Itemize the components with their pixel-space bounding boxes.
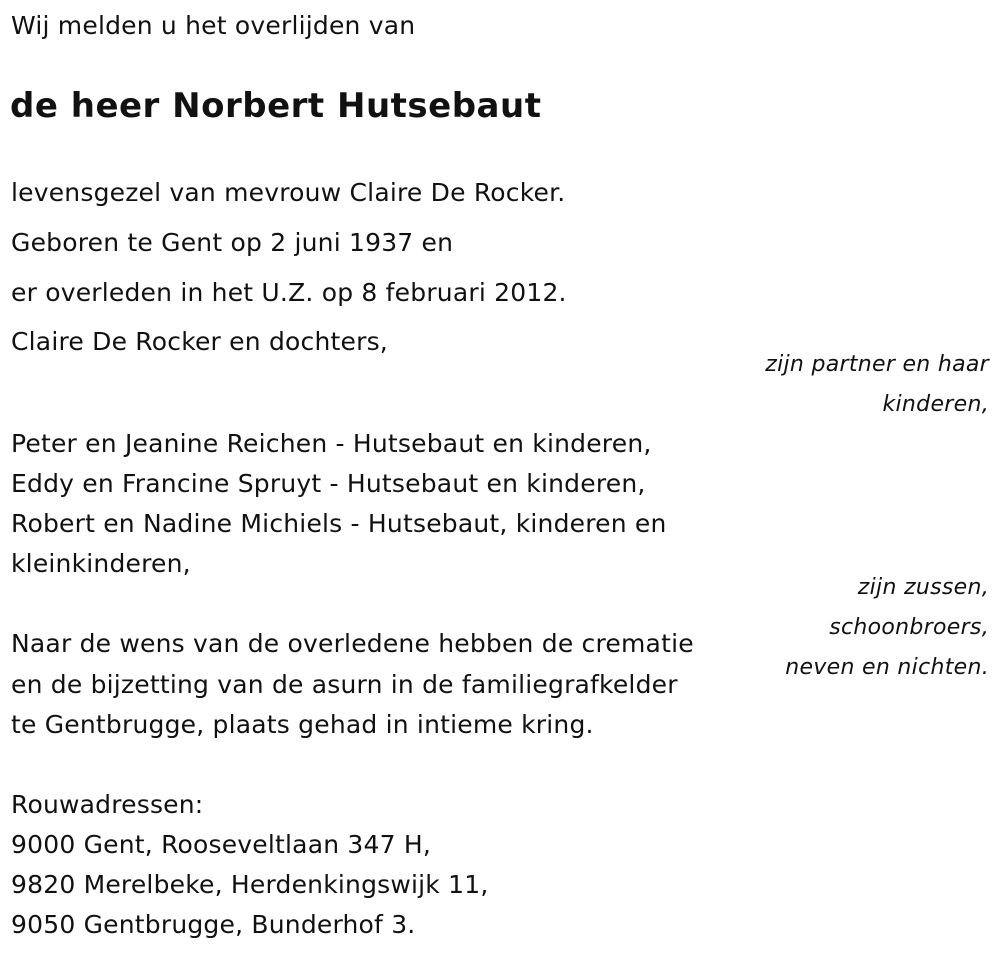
ceremony-line: te Gentbrugge, plaats gehad in intieme kring. — [11, 710, 594, 739]
ceremony-line: en de bijzetting van de asurn in de familiegrafkelder — [11, 670, 678, 699]
addresses-heading: Rouwadressen: — [11, 790, 204, 819]
address-line: 9050 Gentbrugge, Bunderhof 3. — [11, 910, 416, 939]
sibling-line: kleinkinderen, — [11, 549, 191, 578]
partner-names: Claire De Rocker en dochters, — [11, 327, 388, 356]
partner-relation-line: zijn partner en haar — [765, 352, 989, 377]
address-line: 9000 Gent, Rooseveltlaan 347 H, — [11, 830, 432, 859]
sibling-line: Peter en Jeanine Reichen - Hutsebaut en kinderen, — [11, 429, 652, 458]
bio-line: er overleden in het U.Z. op 8 februari 2012. — [11, 278, 567, 307]
ceremony-line: Naar de wens van de overledene hebben de crematie — [11, 629, 694, 658]
bio-line: levensgezel van mevrouw Claire De Rocker. — [11, 178, 566, 207]
partner-relation — [765, 345, 989, 425]
intro-text: Wij melden u het overlijden van — [11, 11, 416, 40]
siblings-relation — [785, 568, 989, 688]
sibling-line: Robert en Nadine Michiels - Hutsebaut, kinderen en — [11, 509, 667, 538]
partner-relation-line: kinderen, — [882, 392, 989, 417]
siblings-relation-line: schoonbroers, — [829, 615, 989, 640]
bio-line: Geboren te Gent op 2 juni 1937 en — [11, 228, 454, 257]
siblings-relation-line: zijn zussen, — [857, 575, 989, 600]
siblings-relation-line: neven en nichten. — [785, 655, 989, 680]
deceased-name: de heer Norbert Hutsebaut — [10, 86, 542, 126]
address-line: 9820 Merelbeke, Herdenkingswijk 11, — [11, 870, 489, 899]
sibling-line: Eddy en Francine Spruyt - Hutsebaut en kinderen, — [11, 469, 646, 498]
